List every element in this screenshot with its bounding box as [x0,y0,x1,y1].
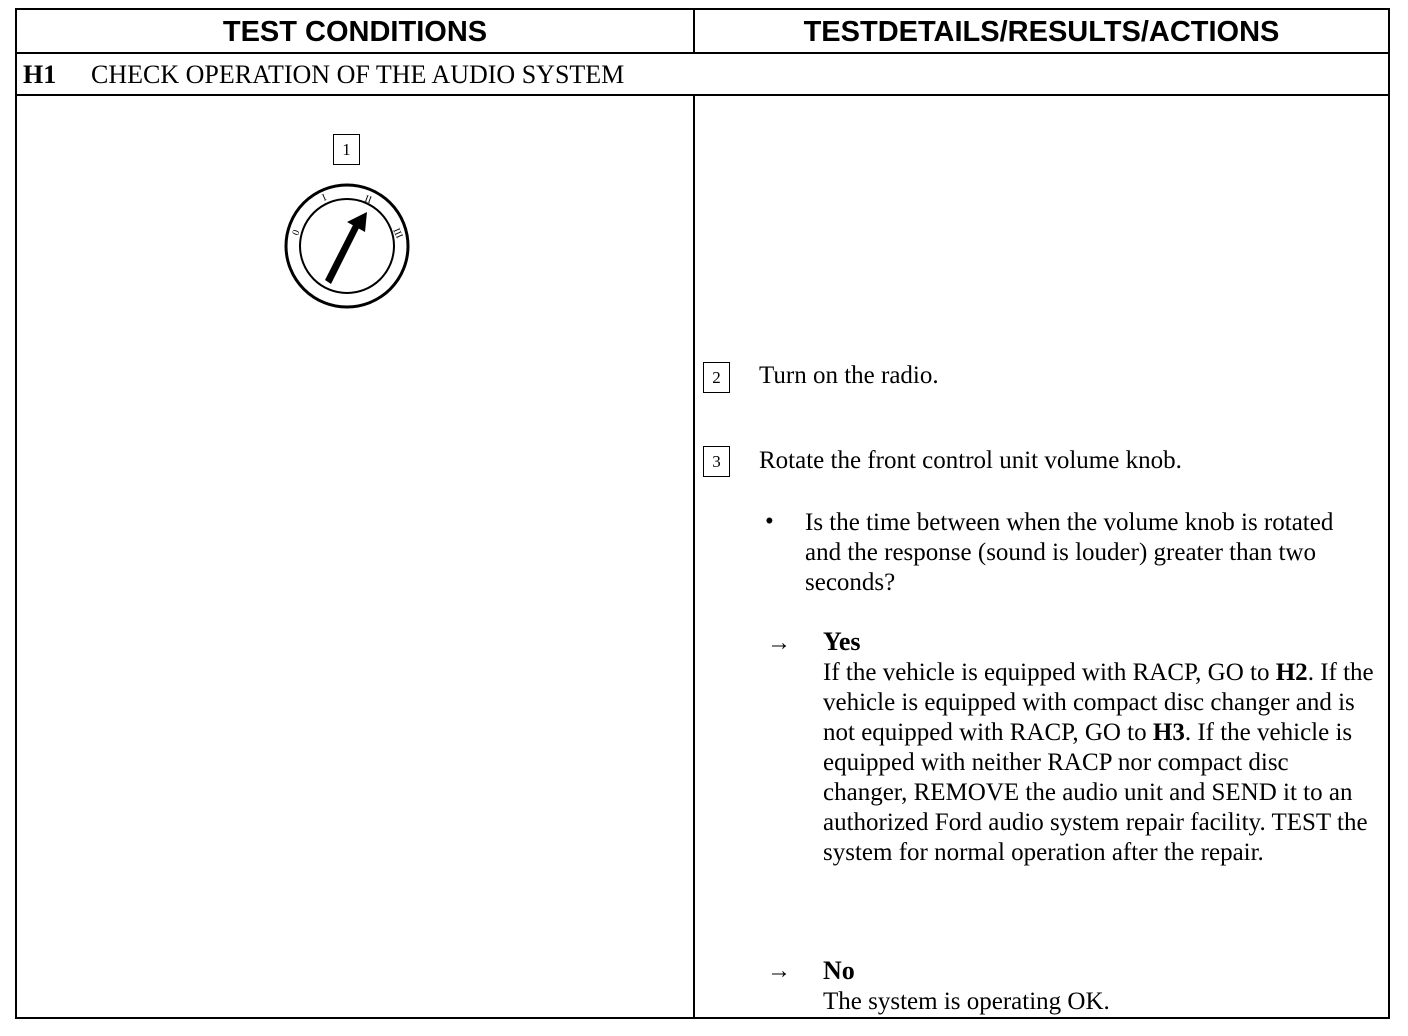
section-row [23,54,624,94]
ignition-key-shaft [325,225,359,284]
answer-yes-part2: . If the vehicle is equipped with compact disc changer and is not equipped with RACP, GO to [823,659,1374,746]
section-title: CHECK OPERATION OF THE AUDIO SYSTEM [91,60,625,89]
answer-yes-text [823,658,1378,868]
column-divider [693,96,695,1017]
ignition-pos-1: I [320,192,329,204]
answer-no-text: The system is operating OK. [823,988,1110,1015]
step-2-text: Turn on the radio. [759,362,939,389]
section-code: H1 [23,60,57,89]
step-2-box: 2 [703,362,730,393]
answer-yes-ref-h2: H2 [1275,659,1308,686]
header-test-details: TESTDETAILS/RESULTS/ACTIONS [803,16,1280,48]
step-3-text: Rotate the front control unit volume knob. [759,447,1182,474]
header-test-conditions: TEST CONDITIONS [222,16,488,48]
no-arrow-icon: → [767,958,791,984]
ignition-pos-2: II [362,193,374,207]
answer-yes-part3: . If the vehicle is equipped with neither RACP nor compact disc changer, REMOVE the audio unit and SEND it to an authorized Ford audio system repair facility. TEST the system for normal operation after the repair. [823,719,1368,866]
answer-yes-label: Yes [823,627,861,656]
ignition-switch-illustration [281,180,413,312]
yes-arrow-icon: → [767,630,791,656]
answer-yes-part1: If the vehicle is equipped with RACP, GO to [823,659,1276,686]
section-rule [17,94,1388,96]
ignition-pos-3: III [390,226,405,241]
ignition-pos-0: 0 [290,228,303,238]
test-table [15,8,1390,1019]
step-3-box: 3 [703,446,730,477]
question-bullet: • [765,508,774,535]
answer-yes-ref-h3: H3 [1152,719,1185,746]
question-text: Is the time between when the volume knob is rotated and the response (sound is louder) greater than two seconds? [805,509,1334,596]
answer-no-label: No [823,956,855,985]
step-1-box: 1 [333,134,360,165]
